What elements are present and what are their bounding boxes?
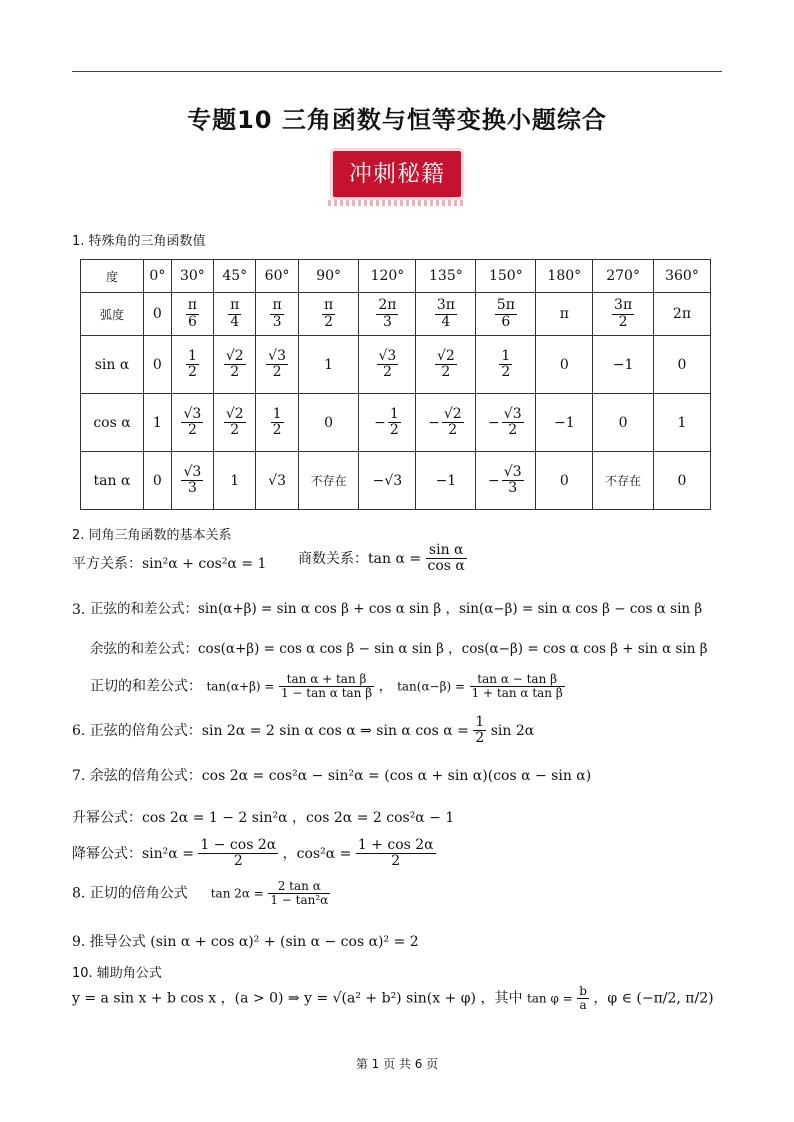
value-cell: 1: [214, 452, 256, 510]
value-cell: $\frac{\pi}{4}$: [214, 293, 256, 336]
angle-header-cell: 45°: [214, 260, 256, 293]
aux-tan-lhs: tan φ =: [526, 991, 573, 1006]
frac-num: 1 − cos 2α: [200, 837, 277, 853]
value-cell: 0: [593, 394, 654, 452]
angle-header-cell: 0°: [144, 260, 172, 293]
value-cell: −1: [536, 394, 593, 452]
tan-sum-label: 正切的和差公式：: [90, 678, 202, 695]
page-footer: 第 1 页 共 6 页: [355, 1057, 439, 1071]
quotient-relation: [298, 543, 467, 575]
section-10-heading: 10. 辅助角公式: [72, 966, 162, 981]
power-reduce-label: 降幂公式：sin²α =: [72, 845, 194, 862]
sin-sq-fraction: [198, 838, 278, 870]
aux-tan-fraction: [577, 985, 589, 1012]
frac-num: tan α + tan β: [286, 672, 367, 686]
section-1-heading: 1. 特殊角的三角函数值: [72, 234, 206, 249]
value-cell: $\frac{1}{2}$: [256, 394, 298, 452]
value-cell: $\frac{2\pi}{3}$: [359, 293, 416, 336]
angle-header-cell: 180°: [536, 260, 593, 293]
angle-header-cell: 360°: [653, 260, 710, 293]
table-corner-cell: 度: [81, 260, 144, 293]
tan-diff-lhs: tan(α−β) =: [397, 679, 466, 694]
angle-header-cell: 120°: [359, 260, 416, 293]
angle-header-cell: 135°: [416, 260, 476, 293]
value-cell: $\frac{3\pi}{2}$: [593, 293, 654, 336]
value-cell: 不存在: [593, 452, 654, 510]
value-cell: 0: [536, 336, 593, 394]
quotient-fraction: [426, 543, 467, 575]
half-fraction: [473, 715, 486, 747]
power-reduce-formula: [72, 838, 436, 870]
quotient-label: 商数关系：tan α =: [298, 550, 422, 567]
value-cell: $\frac{1}{2}$: [171, 336, 213, 394]
value-cell: 0: [144, 293, 172, 336]
angle-header-cell: 150°: [476, 260, 536, 293]
frac-num: 1: [475, 714, 485, 730]
value-cell: −√3: [359, 452, 416, 510]
row-label-cell: cos α: [81, 394, 144, 452]
square-relation: 平方关系：sin²α + cos²α = 1: [72, 556, 267, 572]
value-cell: − $\frac{√2}{2}$: [416, 394, 476, 452]
value-cell: 1: [298, 336, 359, 394]
value-cell: 0: [144, 336, 172, 394]
value-cell: $\frac{√3}{2}$: [256, 336, 298, 394]
value-cell: −1: [416, 452, 476, 510]
section-2-heading: 2. 同角三角函数的基本关系: [72, 528, 232, 543]
trig-values-table: [80, 259, 711, 510]
top-rule: [72, 71, 722, 72]
angle-header-cell: 270°: [593, 260, 654, 293]
sin-sum-diff: 正弦的和差公式：sin(α+β) = sin α cos β + cos α sin β ，sin(α−β) = sin α cos β − cos α sin β: [90, 601, 703, 617]
value-cell: 0: [144, 452, 172, 510]
power-raise-formula: 升幂公式：cos 2α = 1 − 2 sin²α ，cos 2α = 2 cos²α − 1: [72, 810, 455, 826]
tan-sum-fraction: [279, 673, 374, 700]
double-sin-text: 6. 正弦的倍角公式：sin 2α = 2 sin α cos α ⇒ sin α cos α =: [72, 722, 469, 739]
value-cell: 1: [144, 394, 172, 452]
value-cell: π: [536, 293, 593, 336]
value-cell: 2π: [653, 293, 710, 336]
frac-num: 1 + cos 2α: [357, 837, 434, 853]
row-label-cell: 弧度: [81, 293, 144, 336]
value-cell: $\frac{\pi}{6}$: [171, 293, 213, 336]
stamp-badge: 冲刺秘籍: [333, 151, 461, 197]
power-reduce-mid: ，cos²α =: [282, 845, 352, 862]
frac-num: tan α − tan β: [477, 672, 558, 686]
value-cell: $\frac{\pi}{2}$: [298, 293, 359, 336]
frac-den: 1 − tan α tan β: [280, 686, 373, 701]
double-tan-fraction: [268, 880, 330, 907]
row-label-cell: tan α: [81, 452, 144, 510]
tan-diff-fraction: [470, 673, 565, 700]
double-tan-lhs: tan 2α =: [210, 886, 264, 901]
frac-den: cos α: [427, 558, 465, 575]
table-row: [81, 293, 711, 336]
frac-den: 1 + tan α tan β: [471, 686, 563, 701]
table-row: [81, 452, 711, 510]
value-cell: 0: [653, 336, 710, 394]
frac-den: 2: [356, 853, 436, 869]
value-cell: $\frac{5\pi}{6}$: [476, 293, 536, 336]
value-cell: $\frac{√3}{2}$: [171, 394, 213, 452]
value-cell: −1: [593, 336, 654, 394]
frac-den: 2: [198, 853, 278, 869]
value-cell: $\frac{√2}{2}$: [214, 394, 256, 452]
value-cell: 0: [298, 394, 359, 452]
frac-num: 2 tan α: [277, 879, 321, 893]
table-row: [81, 336, 711, 394]
table-row: [81, 394, 711, 452]
double-sin-formula: [72, 715, 534, 747]
frac-den: 1 − tan²α: [270, 893, 329, 908]
frac-den: 2: [475, 730, 485, 747]
value-cell: − $\frac{1}{2}$: [359, 394, 416, 452]
aux-line-text: y = a sin x + b cos x ，(a > 0) ⇒ y = √(a² + b²) sin(x + φ) ，其中: [72, 990, 523, 1007]
frac-den: a: [577, 998, 589, 1012]
value-cell: $\frac{1}{2}$: [476, 336, 536, 394]
value-cell: 0: [653, 452, 710, 510]
double-cos-formula: 7. 余弦的倍角公式：cos 2α = cos²α − sin²α = (cos α + sin α)(cos α − sin α): [72, 768, 592, 784]
double-tan-formula: [72, 880, 330, 907]
value-cell: − $\frac{√3}{3}$: [476, 452, 536, 510]
auxiliary-angle-formula: [72, 985, 714, 1012]
value-cell: 0: [536, 452, 593, 510]
value-cell: 不存在: [298, 452, 359, 510]
aux-range: ，φ ∈ (−π/2, π/2): [593, 990, 714, 1007]
angle-header-cell: 60°: [256, 260, 298, 293]
value-cell: $\frac{\pi}{3}$: [256, 293, 298, 336]
value-cell: − $\frac{√3}{2}$: [476, 394, 536, 452]
derived-formula: 9. 推导公式 (sin α + cos α)² + (sin α − cos α)² = 2: [72, 934, 419, 950]
value-cell: $\frac{√3}{2}$: [359, 336, 416, 394]
tan-sum-diff: 正切的和差公式： tan(α+β) = $\frac{\text{tan α + tan β}}{\text{1 − tan α tan β}}$ ， tan(α−β) = $\frac{\text{tan α − tan β}}{\text{1 + tan α tan β}}$: [90, 672, 563, 701]
tan-sum-lhs: tan(α+β) =: [206, 679, 275, 694]
cos-sum-diff: 余弦的和差公式：cos(α+β) = cos α cos β − sin α sin β ，cos(α−β) = cos α cos β + sin α sin β: [90, 641, 708, 657]
value-cell: $\frac{√3}{3}$: [171, 452, 213, 510]
value-cell: $\frac{√2}{2}$: [416, 336, 476, 394]
section-3-number: 3.: [72, 602, 86, 618]
value-cell: 1: [653, 394, 710, 452]
table-header-row: [81, 260, 711, 293]
frac-num: sin α: [428, 542, 464, 558]
double-tan-label: 8. 正切的倍角公式: [72, 885, 188, 902]
page-title: 专题10 三角函数与恒等变换小题综合: [187, 106, 607, 134]
value-cell: $\frac{3\pi}{4}$: [416, 293, 476, 336]
value-cell: $\frac{√2}{2}$: [214, 336, 256, 394]
cos-sq-fraction: [356, 838, 436, 870]
row-label-cell: sin α: [81, 336, 144, 394]
angle-header-cell: 30°: [171, 260, 213, 293]
frac-num: b: [579, 984, 587, 998]
angle-header-cell: 90°: [298, 260, 359, 293]
double-sin-tail: sin 2α: [490, 722, 535, 739]
value-cell: √3: [256, 452, 298, 510]
